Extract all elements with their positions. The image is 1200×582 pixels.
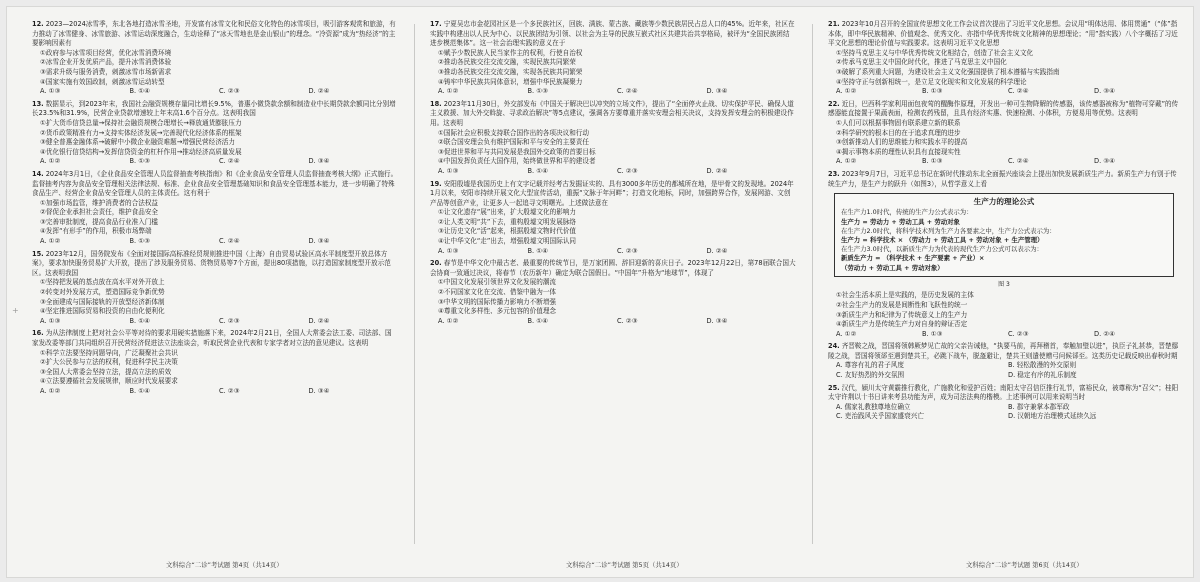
answer-option: A. ①② — [438, 316, 459, 325]
answer-options — [40, 317, 398, 327]
answer-option: B. 轻松散漫的外交原则 — [1008, 361, 1077, 370]
statement: ④尊重文化多样性、多元包容的价值理念 — [438, 307, 557, 316]
answer-options — [836, 361, 1180, 371]
answer-option: B. ①④ — [527, 166, 549, 175]
statement: ③全面建成与国际接轨的开放型经济新体制 — [40, 297, 165, 306]
answer-options — [836, 157, 1180, 167]
formula-line: 在生产力2.0时代，将科学技术列为生产力各要素之中，生产力公式表示为： — [841, 226, 1056, 235]
statement: ②不同国家文化在交流、借鉴中融为一体 — [438, 288, 557, 297]
question-stem: 汉代，颍川太守黄霸推行教化，广施教化和爱护百姓；南阳太守召信臣推行礼节，富裕民众，被尊称为“召父”；桂阳太守许荆以十书日讲来考县功能为声，成为司法法典的楷模。上述事例可以用来说明当时 — [828, 383, 1179, 402]
statement: ②冰雪企业开发优质产品，提升冰雪消费体验 — [40, 58, 172, 67]
question-number: 22. — [828, 99, 840, 108]
question — [430, 259, 796, 326]
answer-options — [836, 87, 1180, 97]
answer-option: A. ①② — [836, 157, 857, 166]
statement: ②货币政策精准有力→支持实体经济发展→完善现代化经济体系的框架 — [40, 128, 242, 137]
answer-options — [40, 237, 398, 247]
answer-option: C. 友好热烈的外交氛围 — [836, 371, 905, 380]
answer-option: C. 吏治践风关乎国家盛衰兴亡 — [836, 412, 924, 421]
answer-option: D. ②④ — [706, 166, 728, 175]
question-number: 25. — [828, 383, 840, 392]
binding-margin-mark: + — [12, 306, 19, 315]
question-number: 24. — [828, 342, 840, 351]
question-stem: 安阳殷墟是我国历史上有文字记载并经考古发掘证实的、具有3000多年历史的都城所在地，是甲骨文的发现地。2024年1月以来，安阳市持续开展文化大型宣传活动，重振“文脉于年河畔”；打造文化地标，同时，加强跨界合作，发展网游、文创产品等创意产业，让更多人一起追寻文明曙光。上述做法意在 — [430, 179, 794, 207]
answer-options — [40, 157, 398, 167]
statement: ③破解了系列重大问题，为建设社会主义文化强国提供了根本遵循与实践指南 — [836, 67, 1060, 76]
question-stem: 2023—2024冰雪季，东北各地打造冰雪圣地，开发富有冰雪文化和民俗文化特色的冰雪项目，吸引游客观赏和旅游，有力推动了冰雪健身、冰雪旅游、冰雪运动深度融合，生动诠释了“冰天雪地也是金山银山”的理念。“冷资源”成为“热经济”的主要影响因素有 — [32, 20, 396, 48]
statement: ③需求升级与服务消费，刺激冰雪市场新需求 — [40, 67, 172, 76]
answer-option: B. ①③ — [129, 237, 151, 246]
question — [828, 20, 1180, 97]
formula-line: 生产力 = 劳动力 + 劳动工具 + 劳动对象 — [841, 217, 960, 226]
statement: ①国际社会应积极支持联合国作出的各项决议和行动 — [438, 128, 589, 137]
statement: ③让历史文化“活”起来，根据殷墟文物时代价值 — [438, 227, 577, 236]
answer-option: B. ①④ — [129, 87, 151, 96]
statement: ①加强市场监管，维护消费者的合法权益 — [40, 198, 159, 207]
statement: ①扩大货币信贷总量→保持社会融资规模合理增长→释放通货膨胀压力 — [40, 118, 242, 127]
question — [828, 342, 1180, 380]
answer-option: D. ③④ — [706, 87, 728, 96]
answer-options — [40, 387, 398, 397]
answer-options — [438, 247, 796, 257]
answer-option: C. ②③ — [617, 246, 638, 255]
question-number: 13. — [32, 99, 44, 108]
page-column-4 — [32, 20, 398, 400]
answer-options — [836, 330, 1180, 340]
statement: ②扩大公民参与立法的权利，促进科学民主决策 — [40, 358, 178, 367]
statement: ①政府参与冰雪项目经营，优化冰雪消费环境 — [40, 48, 172, 57]
answer-options — [438, 317, 796, 327]
answer-option: A. ①② — [40, 237, 61, 246]
statement: ②社会生产力的发展是间断性和飞跃性的统一 — [836, 300, 968, 309]
question-number: 15. — [32, 249, 44, 258]
question — [828, 170, 1180, 339]
answer-option: B. ①④ — [129, 316, 151, 325]
question-stem: 2023年11月30日，外交部发布《中国关于解决巴以冲突的立场文件》，提出了“全面停火止战、切实保护平民、确保人道主义救援、加大外交斡旋、寻求政治解决”等5点建议，强调各方要尊重并落实安理会相关决议，支持发挥安理会的积极建设作用。这表明 — [430, 99, 794, 127]
statement: ③新质生产力和纪律为了传统意义上的生产力 — [836, 310, 968, 319]
column-divider — [414, 24, 415, 544]
question-stem: 2024年3月1日，《企业食品安全管理人员监督抽查考核指南》和《企业食品安全管理人员监督抽查考核大纲》正式施行。监督抽考内容为食品安全管理相关法律法规、标准、企业食品安全管理基础知识和食品安全管理基本能力，进一步明确了特殊食品生产、经营企业食品安全管理人员的主体责任。这有利于 — [32, 169, 398, 198]
answer-option: A. 儒家礼教独尊地位确立 — [836, 402, 911, 411]
exam-sheet — [6, 6, 1194, 578]
answer-option: A. ①② — [40, 386, 61, 395]
answer-option: A. ①② — [40, 157, 61, 166]
answer-options — [836, 412, 1180, 422]
statement: ①坚持马克思主义与中华优秀传统文化相结合，创造了社会主义文化 — [836, 48, 1034, 57]
formula-line: 在生产力1.0时代，传统的生产力公式表示为： — [841, 208, 973, 217]
answer-option: B. ①③ — [527, 87, 549, 96]
statement: ④中国发挥负责任大国作用，始终做世界和平的建设者 — [438, 157, 596, 166]
question-stem: 2023年10月召开的全国宣传思想文化工作会议首次提出了习近平文化思想。会议用“明体达用、体用贯通”（“体”指本体，即中华民族精神、价值观念、优秀文化、亦指中华优秀传统文化精神的思想理论；“用”指实践）八个字概括了习近平文化思想的理论价值与实践要求。这表明习近平文化思想 — [828, 20, 1178, 48]
question — [32, 250, 398, 327]
answer-option: D. ③④ — [308, 157, 330, 166]
statement: ①让文化遗存“展”出来，扩大殷墟文化的影响力 — [438, 208, 577, 217]
answer-option: C. ②③ — [219, 87, 240, 96]
answer-option: A. ①② — [836, 87, 857, 96]
question — [430, 180, 796, 257]
statement: ④优化银行信贷结构→发挥信贷资金的杠杆作用→推动经济高质量发展 — [40, 147, 242, 156]
answer-option: D. ③④ — [1094, 87, 1116, 96]
answer-option: B. ①③ — [922, 87, 943, 96]
statement: ③中华文明的国际传播力影响力不断增强 — [438, 297, 557, 306]
statement: ④新质生产力是传统生产力对自身的辩证否定 — [836, 320, 968, 329]
question-number: 18. — [430, 99, 442, 108]
statement: ④坚持守正与创新相统一，是立足文化现实和文化发展的科学理论 — [836, 77, 1027, 86]
question-stem: 宁夏吴忠市金花园社区是一个多民族社区，回族、满族、蒙古族、藏族等少数民族居民占总人口的45%。近年来，社区在实践中构建出以人民为中心、以民族团结为引领、以社会为主导的民族互嵌式社区共建共治共享格局，被评为“全国民族团结进步模范集体”。这一社会治理实践的意义在于 — [430, 20, 795, 48]
answer-option: A. 尊容有礼的君子风度 — [836, 361, 904, 370]
answer-option: D. ②④ — [308, 316, 330, 325]
statement: ③创新推动人们的思维能力和实践水平的提高 — [836, 138, 968, 147]
question-stem: 数据显示，到2023年末，我国社会融资规模存量同比增长9.5%，普惠小微贷款余额和制造业中长期贷款余额同比分别增长23.5%和31.9%，民营企业贷款增速较上年末高1.6个百分点。这表明我国 — [32, 99, 396, 118]
answer-option: A. ①③ — [40, 87, 61, 96]
answer-option: D. ②④ — [308, 87, 330, 96]
question-stem: 近日，巴西科学家利用面包夜莺的醒酶作原理，开发出一种可生物降解的传感器，该传感器被称为“植物可穿戴”的传感器能直接置于果蔬表面，检测农药残留，且具有经济实惠、快速检测、小体积，方便易用等优势。这表明 — [828, 99, 1179, 118]
question-stem: 春节是中华文化中最古老、最重要的传统节日，是万家团圆、辞旧迎新的喜庆日子。2023年12月22日，第78届联合国大会协商一致通过决议，将春节（农历新年）确定为联合国假日。“中国年”升格为“地球节”，体现了 — [430, 259, 796, 277]
answer-option: A. ①③ — [438, 246, 459, 255]
formula-line: 生产力 = 科学技术 × （劳动力 + 劳动工具 + 劳动对象 + 生产管理） — [841, 235, 1044, 244]
statement: ④立法要遵循社会发展规律，顺应时代发展要求 — [40, 377, 178, 386]
answer-option: C. ②④ — [219, 237, 240, 246]
answer-option: D. ③④ — [1094, 157, 1116, 166]
statement: ④发挥“有形手”的作用，积极市场弊端 — [40, 227, 152, 236]
statement: ②让人类文明“共”下去，重构殷墟文明发展脉络 — [438, 217, 577, 226]
statement: ①人们可以根据事物固有联系建立新的联系 — [836, 118, 961, 127]
answer-option: A. ①② — [438, 87, 459, 96]
answer-option: D. 稳定有序的礼乐制度 — [1008, 371, 1077, 380]
answer-option: C. ②③ — [1008, 329, 1029, 338]
answer-option: D. ③④ — [308, 386, 330, 395]
question — [32, 100, 398, 167]
answer-option: D. ③④ — [308, 237, 330, 246]
productivity-formula-box — [834, 193, 1174, 277]
answer-option: C. ②③ — [219, 316, 240, 325]
answer-option: C. ②③ — [219, 386, 240, 395]
page-footer: 文科综合“二诊”考试题 第4页（共14页） — [166, 561, 283, 569]
statement: ②推动各民族交往交流交融，实现民族共同繁荣 — [438, 58, 576, 67]
answer-option: B. 郡守兼掌本郡军政 — [1008, 402, 1070, 411]
answer-options — [836, 371, 1180, 381]
statement: ①科学立法要坚持问题导向，广泛凝聚社会共识 — [40, 348, 178, 357]
question — [828, 100, 1180, 167]
answer-option: C. ②④ — [219, 157, 240, 166]
statement: ③推动各民族交往交流交融，实现各民族共同繁荣 — [438, 67, 583, 76]
statement: ③健全普惠金融体系→破解中小微企业融资难题→增强民营经济活力 — [40, 138, 235, 147]
question-stem: 齐晋鞍之战，晋国将领韩厥梦见亡故的父亲告诫他，“执要马前，再拜稽首，奉触加璧以进”，执臣子礼甚恭，晋楚鄢陵之战，晋国将领郤至遇到楚共王，必跳下战车，脱盔避让，楚共王则遣使赠弓问候郤至。这类历史记载反映出春秋时期 — [828, 342, 1179, 360]
question — [32, 170, 398, 247]
answer-option: D. ②④ — [706, 246, 728, 255]
answer-option: C. ②③ — [617, 316, 638, 325]
question-number: 23. — [828, 169, 840, 178]
formula-line: 在生产力3.0时代，以新质生产力为代表的现代生产力公式可以表示为： — [841, 245, 1043, 254]
answer-option: D. ③④ — [706, 316, 728, 325]
answer-option: C. ②④ — [617, 87, 638, 96]
question — [32, 20, 398, 97]
answer-option: A. ①③ — [40, 316, 61, 325]
question-number: 19. — [430, 179, 442, 188]
page-column-5 — [430, 20, 796, 329]
page-footer: 文科综合“二诊”考试题 第6页（共14页） — [966, 561, 1083, 569]
answer-options — [836, 403, 1180, 413]
answer-option: B. ①③ — [922, 157, 943, 166]
statement: ①坚持把发展的基点放在高水平对外开放上 — [40, 278, 165, 287]
formula-line: 新质生产力 = （科学技术 + 生产要素 + 产业）× — [841, 254, 985, 263]
answer-option: A. ①③ — [438, 166, 459, 175]
question — [828, 384, 1180, 422]
answer-option: D. 汉朝地方治理模式延续久远 — [1008, 412, 1097, 421]
answer-option: B. ①④ — [129, 386, 151, 395]
statement: ②联合国安理会负有维护国际和平与安全的主要责任 — [438, 138, 589, 147]
answer-option: C. ②③ — [617, 166, 638, 175]
question-stem: 2023年12月，国务院发布《全面对接国际高标准经贸规则推进中国（上海）自由贸易试验区高水平制度型开放总体方案》，要求加快服务贸易扩大开放，提出了涉及服务贸易、货物贸易等7个方面，提出80项措施，以打造国家制度型开放示范区。这表明我国 — [32, 249, 391, 277]
statement: ②科学研究的根本目的在于追求真理的进步 — [836, 128, 961, 137]
question-number: 14. — [32, 169, 44, 178]
statement: ③完善审批制度，提高食品行业准入门槛 — [40, 217, 159, 226]
statement: ①赋予少数民族人民当家作主的权利，行使自治权 — [438, 48, 583, 57]
statement: ③全国人大常委会坚持立法，提高立法的质效 — [40, 367, 172, 376]
answer-option: B. ①④ — [527, 246, 549, 255]
statement: ③促进世界和平与共同发展是我国外交政策的首要目标 — [438, 147, 596, 156]
answer-option: B. ①④ — [527, 316, 549, 325]
statement: ④国家实施有效国政制，刺激冰雪运动转型 — [40, 77, 165, 86]
answer-option: D. ②④ — [1094, 329, 1116, 338]
answer-option: B. ①③ — [922, 329, 943, 338]
answer-options — [438, 87, 796, 97]
question-number: 20. — [430, 259, 442, 268]
answer-option: C. ②④ — [1008, 157, 1029, 166]
statement: ②转变对外发展方式，塑造国际竞争新优势 — [40, 288, 165, 297]
formula-title: 生产力的理论公式 — [973, 197, 1035, 207]
statement: ④铸牢中华民族共同体意识，增强中华民族凝聚力 — [438, 77, 583, 86]
question-stem: 为从法律制度上把对社会公平等对待的要求用硬实措施落下来，2024年2月21日，全国人大常委会法工委、司法部、国家发改委等部门共同组织召开民营经济促进法立法座谈会，听取民营企业代表和专家学者对立法的意见建议。这表明 — [32, 329, 392, 347]
question-number: 17. — [430, 20, 442, 28]
question-stem: 2023年9月7日，习近平总书记在新时代推动东北全面振兴座谈会上提出加快发展新质生产力。新质生产力有别于传统生产力，是生产力的跃升（如图3），从哲学意义上看 — [828, 169, 1177, 188]
page-footer: 文科综合“二诊”考试题 第5页（共14页） — [566, 561, 683, 569]
statement: ②督促企业承担社会责任，维护食品安全 — [40, 208, 159, 217]
question-number: 21. — [828, 20, 840, 28]
formula-line: （劳动力 + 劳动工具 + 劳动对象） — [841, 263, 944, 272]
question — [430, 100, 796, 177]
answer-option: A. ①② — [836, 329, 857, 338]
statement: ④坚定推进国际贸易和投资的自由化便利化 — [40, 307, 165, 316]
question — [32, 329, 398, 396]
question-number: 16. — [32, 329, 44, 338]
answer-option: C. ②④ — [1008, 87, 1029, 96]
statement: ④揭示事物本质的理性认识具有直接现实性 — [836, 147, 961, 156]
statement: ②传承马克思主义中国化时代化，推进了马克思主义中国化 — [836, 58, 1007, 67]
answer-options — [438, 167, 796, 177]
statement: ①社会生活本质上是实践的，是历史发展的主体 — [836, 291, 974, 300]
answer-option: B. ①③ — [129, 157, 151, 166]
page-column-6 — [828, 20, 1180, 425]
statement: ④让中华文化“走”出去，增强殷墟文明国际认同 — [438, 237, 577, 246]
statement: ①中国文化发展引领世界文化发展的潮流 — [438, 278, 557, 287]
question — [430, 20, 796, 97]
question-number: 12. — [32, 20, 44, 28]
column-divider — [812, 24, 813, 544]
answer-options — [40, 87, 398, 97]
figure-caption: 图 3 — [998, 280, 1010, 288]
